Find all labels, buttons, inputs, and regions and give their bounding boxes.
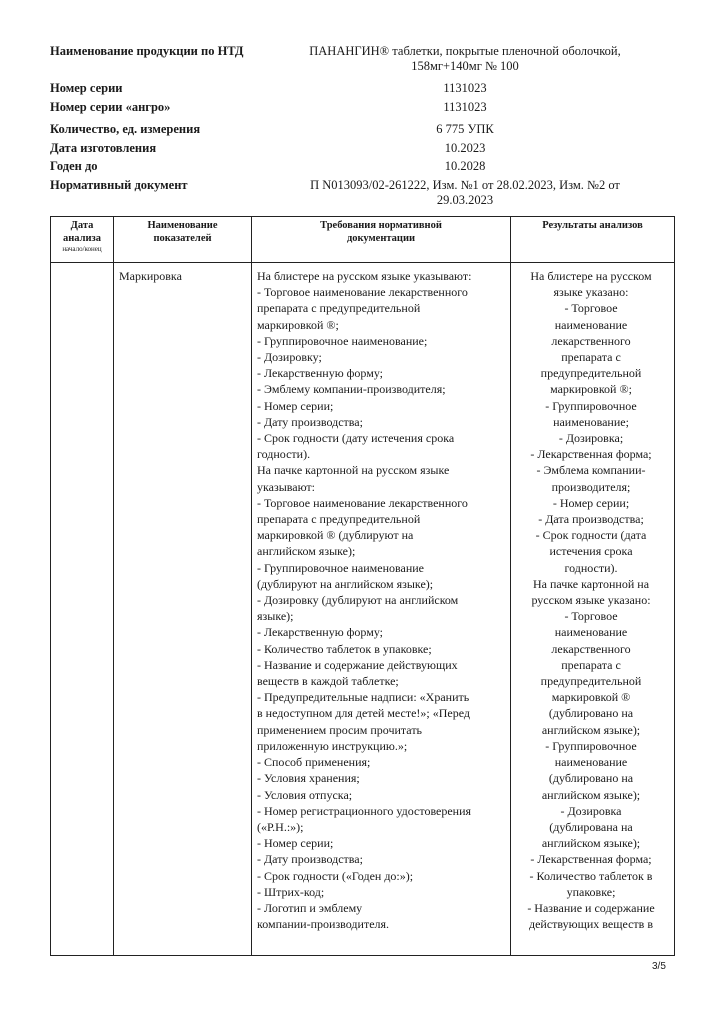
requirement-line: - Количество таблеток в упаковке; <box>257 641 432 656</box>
result-line: На пачке картонной на <box>532 576 650 591</box>
requirement-line: - Срок годности (дату истечения срока <box>257 431 455 446</box>
result-line: английском языке); <box>541 787 641 802</box>
col-header-requirements-line1: Требования нормативной <box>320 220 442 231</box>
series-value: 1131023 <box>443 81 487 95</box>
requirement-line: - Лекарственную форму; <box>257 625 384 640</box>
expiry-label: Годен до <box>50 159 98 173</box>
col-header-date-sub: начало/конец <box>62 245 102 253</box>
col-header-date-line2: анализа <box>62 233 102 244</box>
table-col-divider <box>510 216 511 956</box>
requirements-cell <box>257 268 505 932</box>
col-header-indicator <box>114 219 251 245</box>
expiry-value: 10.2028 <box>444 159 486 173</box>
result-line: - Группировочное <box>545 738 637 753</box>
result-line: - Лекарственная форма; <box>530 447 652 462</box>
col-header-date-line1: Дата <box>70 220 94 231</box>
normdoc-line1: П N013093/02-261222, Изм. №1 от 28.02.2023, Изм. №2 от <box>310 178 620 192</box>
mfg-date-value: 10.2023 <box>444 141 486 155</box>
result-line: упаковке; <box>566 884 616 899</box>
result-line: На блистере на русском <box>530 269 652 283</box>
quantity-label: Количество, ед. измерения <box>50 122 201 136</box>
requirement-line: - Номер регистрационного удостоверения <box>257 803 472 818</box>
requirement-line: маркировкой ®; <box>257 317 339 332</box>
requirement-line: веществ в каждой таблетке; <box>257 674 399 689</box>
result-line: - Лекарственная форма; <box>530 852 652 867</box>
indicator-cell: Маркировка <box>119 269 182 283</box>
result-line: русском языке указано: <box>531 593 651 608</box>
results-cell <box>513 268 669 932</box>
result-line: - Группировочное <box>545 398 637 413</box>
mfg-date-label: Дата изготовления <box>50 141 157 155</box>
result-line: (дублировано на <box>548 771 634 786</box>
requirement-line: На пачке картонной на русском языке <box>257 463 450 478</box>
requirement-line: - Номер серии; <box>257 398 334 413</box>
requirement-line: («Р.Н.:»); <box>257 819 304 834</box>
col-header-requirements <box>252 219 510 245</box>
result-line: лекарственного <box>551 333 631 348</box>
result-line: английском языке); <box>541 836 641 851</box>
col-header-indicator-line1: Наименование <box>147 220 218 231</box>
requirement-line: языке); <box>257 609 294 624</box>
normdoc-value <box>255 178 675 208</box>
requirement-line: - Группировочное наименование <box>257 560 425 575</box>
result-line: - Срок годности (дата <box>535 528 647 543</box>
requirement-line: маркировкой ® (дублируют на <box>257 528 414 543</box>
product-name-label: Наименование продукции по НТД <box>50 44 244 58</box>
normdoc-line2: 29.03.2023 <box>436 193 494 207</box>
requirement-line: - Штрих-код; <box>257 884 325 899</box>
requirement-line: препарата с предупредительной <box>257 301 421 316</box>
result-line: - Дозировка <box>560 803 622 818</box>
series-label: Номер серии <box>50 81 123 95</box>
result-line: действующих веществ в <box>529 917 653 932</box>
series-angro-label: Номер серии «ангро» <box>50 100 171 114</box>
requirement-line: английском языке); <box>257 544 356 559</box>
result-line: (дублирована на <box>549 819 633 834</box>
result-line: предупредительной <box>540 674 642 689</box>
result-line: - Название и содержание <box>527 900 655 915</box>
result-line: - Количество таблеток в <box>529 868 653 883</box>
requirement-line: На блистере на русском языке указывают: <box>257 269 472 283</box>
result-line: - Номер серии; <box>552 495 630 510</box>
table-header-divider <box>50 262 675 263</box>
product-name-line2: 158мг+140мг № 100 <box>411 59 519 73</box>
result-line: препарата с <box>561 657 621 672</box>
result-line: истечения срока <box>549 544 633 559</box>
requirement-line: - Условия хранения; <box>257 771 360 786</box>
requirement-line: - Лекарственную форму; <box>257 366 384 381</box>
requirement-line: указывают: <box>257 479 315 494</box>
col-header-results-line1: Результаты анализов <box>542 220 643 231</box>
requirement-line: (дублируют на английском языке); <box>257 576 434 591</box>
table-col-divider <box>113 216 114 956</box>
requirement-line: - Логотип и эмблему <box>257 900 363 915</box>
requirement-line: - Номер серии; <box>257 836 334 851</box>
result-line: (дублировано на <box>548 706 634 721</box>
requirement-line: - Название и содержание действующих <box>257 657 458 672</box>
requirement-line: - Способ применения; <box>257 755 371 770</box>
series-angro-value: 1131023 <box>443 100 487 114</box>
result-line: - Эмблема компании- <box>536 463 646 478</box>
product-name-value <box>255 44 675 74</box>
result-line: - Дата производства; <box>538 512 644 527</box>
col-header-results <box>511 219 674 232</box>
requirement-line: препарата с предупредительной <box>257 512 421 527</box>
requirement-line: - Эмблему компании-производителя; <box>257 382 446 397</box>
result-line: наименование <box>554 317 628 332</box>
product-name-line1: ПАНАНГИН® таблетки, покрытые пленочной оболочкой, <box>309 44 621 58</box>
page-number: 3/5 <box>652 961 666 972</box>
requirement-line: - Группировочное наименование; <box>257 333 428 348</box>
requirement-line: - Торговое наименование лекарственного <box>257 495 468 510</box>
requirement-line: приложенную инструкцию.»; <box>257 738 408 753</box>
result-line: наименование <box>554 625 628 640</box>
requirement-line: в недоступном для детей месте!»; «Перед <box>257 706 471 721</box>
result-line: предупредительной <box>540 366 642 381</box>
result-line: наименование <box>554 755 628 770</box>
result-line: маркировкой ®; <box>550 382 632 397</box>
result-line: - Торговое <box>564 301 618 316</box>
result-line: годности). <box>564 560 618 575</box>
requirement-line: - Торговое наименование лекарственного <box>257 285 468 300</box>
result-line: наименование; <box>553 414 629 429</box>
result-line: - Дозировка; <box>558 431 624 446</box>
requirement-line: применением просим прочитать <box>257 722 423 737</box>
result-line: препарата с <box>561 350 621 365</box>
requirement-line: - Дозировку (дублируют на английском <box>257 593 459 608</box>
requirement-line: - Дату производства; <box>257 414 363 429</box>
requirement-line: - Срок годности («Годен до:»); <box>257 868 414 883</box>
normdoc-label: Нормативный документ <box>50 178 188 192</box>
result-line: производителя; <box>551 479 631 494</box>
col-header-indicator-line2: показателей <box>153 233 212 244</box>
result-line: лекарственного <box>551 641 631 656</box>
requirement-line: годности). <box>257 447 311 462</box>
result-line: английском языке); <box>541 722 641 737</box>
requirement-line: - Условия отпуска; <box>257 787 353 802</box>
result-line: - Торговое <box>564 609 618 624</box>
requirement-line: - Предупредительные надписи: «Хранить <box>257 690 470 705</box>
requirement-line: - Дату производства; <box>257 852 363 867</box>
requirement-line: - Дозировку; <box>257 350 322 365</box>
result-line: маркировкой ® <box>551 690 631 705</box>
col-header-requirements-line2: документации <box>346 233 416 244</box>
requirement-line: компании-производителя. <box>257 917 390 932</box>
quantity-value: 6 775 УПК <box>436 122 494 136</box>
table-col-divider <box>251 216 252 956</box>
col-header-date <box>51 219 113 254</box>
result-line: языке указано: <box>553 285 629 300</box>
